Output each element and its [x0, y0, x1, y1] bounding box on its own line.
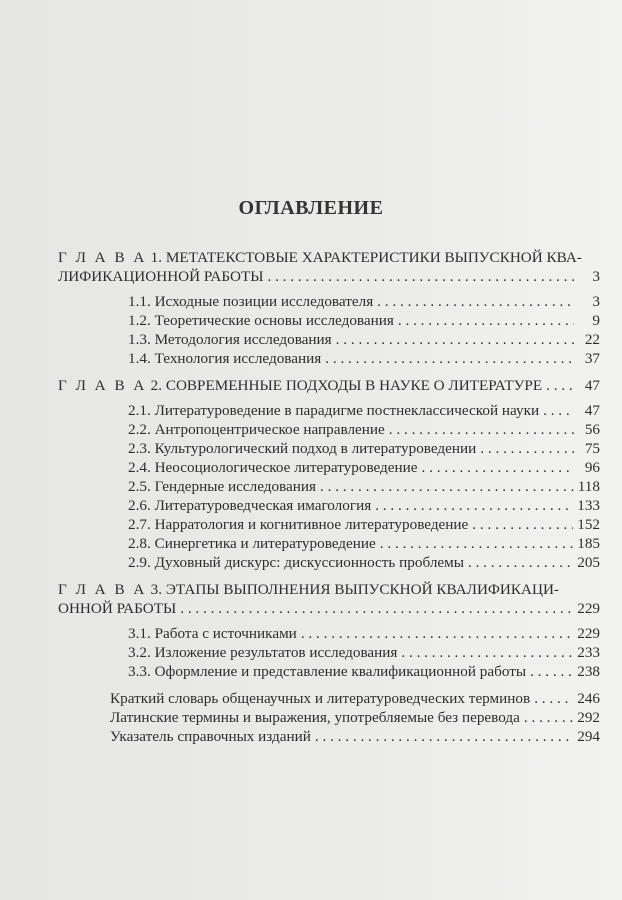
- chapter-title-line1: 1. МЕТАТЕКСТОВЫЕ ХАРАКТЕРИСТИКИ ВЫПУСКНОЙ КВА-: [146, 249, 582, 266]
- dot-leader: [468, 553, 573, 572]
- dot-leader: [301, 624, 573, 643]
- section-label: 2.5. Гендерные исследования: [128, 478, 317, 495]
- page-number: 292: [577, 709, 600, 726]
- appendix-label: Указатель справочных изданий: [110, 728, 311, 745]
- page-number: 37: [584, 350, 600, 367]
- chapter-prefix: Г Л А В А: [58, 249, 147, 266]
- toc-entry: [58, 515, 600, 534]
- toc-entry: [58, 401, 600, 420]
- chapter-title-line2: ОННОЙ РАБОТЫ: [58, 600, 177, 617]
- chapter-heading: [58, 248, 600, 267]
- page-number: 229: [577, 625, 600, 642]
- section-label: 2.1. Литературоведение в парадигме постнеклассической науки: [128, 402, 540, 419]
- dot-leader: [524, 708, 573, 727]
- page-number: 22: [584, 331, 600, 348]
- dot-leader: [325, 349, 574, 368]
- toc-entry: [58, 534, 600, 553]
- chapter-2: [58, 376, 600, 572]
- page-number: 294: [577, 728, 600, 745]
- dot-leader: [377, 292, 574, 311]
- dot-leader: [336, 330, 574, 349]
- toc-entry: [58, 420, 600, 439]
- page-number: 47: [584, 402, 600, 419]
- toc-entry: [58, 662, 600, 681]
- section-label: 1.1. Исходные позиции исследователя: [128, 293, 374, 310]
- toc-entry: [58, 267, 600, 286]
- section-label: 2.2. Антропоцентрическое направление: [128, 421, 385, 438]
- section-label: 2.7. Нарратология и когнитивное литературоведение: [128, 516, 469, 533]
- dot-leader: [389, 420, 574, 439]
- page-number: 152: [577, 516, 600, 533]
- dot-leader: [401, 643, 573, 662]
- toc-entry: [58, 496, 600, 515]
- toc-entry: [58, 458, 600, 477]
- section-label: 2.3. Культурологический подход в литературоведении: [128, 440, 477, 457]
- toc-entry: [58, 349, 600, 368]
- page-number: 47: [584, 377, 600, 394]
- chapter-title-line1: 3. ЭТАПЫ ВЫПОЛНЕНИЯ ВЫПУСКНОЙ КВАЛИФИКАЦИ-: [146, 581, 559, 598]
- toc-entry: [110, 727, 600, 746]
- page-number: 185: [577, 535, 600, 552]
- dot-leader: [422, 458, 574, 477]
- toc-entry: [110, 708, 600, 727]
- toc-entry: [58, 376, 600, 395]
- page-number: 238: [577, 663, 600, 680]
- chapter-heading: [58, 580, 600, 599]
- toc-entry: [58, 599, 600, 618]
- dot-leader: [543, 401, 574, 420]
- page-number: 75: [584, 440, 600, 457]
- chapter-1: [58, 248, 600, 368]
- section-label: 2.9. Духовный дискурс: дискуссионность проблемы: [128, 554, 464, 571]
- section-label: 2.8. Синергетика и литературоведение: [128, 535, 376, 552]
- page-number: 205: [577, 554, 600, 571]
- section-label: 1.4. Технология исследования: [128, 350, 322, 367]
- page-title: ОГЛАВЛЕНИЕ: [238, 197, 384, 219]
- page-number: 246: [577, 690, 600, 707]
- toc-entry: [58, 292, 600, 311]
- toc-entry: [58, 330, 600, 349]
- appendix-label: Латинские термины и выражения, употребляемые без перевода: [110, 709, 520, 726]
- toc-entry: [58, 643, 600, 662]
- dot-leader: [398, 311, 574, 330]
- page-number: 56: [584, 421, 600, 438]
- toc-entry: [58, 311, 600, 330]
- section-label: 2.4. Неосоциологическое литературоведение: [128, 459, 418, 476]
- table-of-contents: [58, 248, 600, 746]
- toc-entry: [58, 439, 600, 458]
- page-number: 96: [584, 459, 600, 476]
- dot-leader: [375, 496, 573, 515]
- appendix-label: Краткий словарь общенаучных и литературоведческих терминов: [110, 690, 531, 707]
- section-label: 3.1. Работа с источниками: [128, 625, 297, 642]
- dot-leader: [267, 267, 574, 286]
- page-number: 133: [577, 497, 600, 514]
- chapter-3: [58, 580, 600, 681]
- dot-leader: [546, 376, 574, 395]
- section-label: 2.6. Литературоведческая имагология: [128, 497, 372, 514]
- toc-entry: [58, 553, 600, 572]
- dot-leader: [180, 599, 573, 618]
- dot-leader: [315, 727, 573, 746]
- chapter-prefix: Г Л А В А: [58, 377, 147, 394]
- page-number: 3: [592, 293, 600, 310]
- toc-entry: [110, 689, 600, 708]
- section-label: 1.3. Методология исследования: [128, 331, 332, 348]
- appendices: [58, 689, 600, 746]
- page-number: 9: [592, 312, 600, 329]
- section-label: 1.2. Теоретические основы исследования: [128, 312, 394, 329]
- page-number: 3: [592, 268, 600, 285]
- page-number: 118: [577, 478, 600, 495]
- toc-entry: [58, 477, 600, 496]
- dot-leader: [530, 662, 573, 681]
- page-number: 229: [577, 600, 600, 617]
- dot-leader: [472, 515, 573, 534]
- dot-leader: [534, 689, 573, 708]
- section-label: 3.3. Оформление и представление квалификационной работы: [128, 663, 527, 680]
- chapter-prefix: Г Л А В А: [58, 581, 147, 598]
- chapter-title: 2. СОВРЕМЕННЫЕ ПОДХОДЫ В НАУКЕ О ЛИТЕРАТУРЕ: [146, 377, 543, 394]
- dot-leader: [380, 534, 573, 553]
- dot-leader: [480, 439, 574, 458]
- chapter-title-line2: ЛИФИКАЦИОННОЙ РАБОТЫ: [58, 268, 264, 285]
- toc-entry: [58, 624, 600, 643]
- page-number: 233: [577, 644, 600, 661]
- dot-leader: [320, 477, 574, 496]
- section-label: 3.2. Изложение результатов исследования: [128, 644, 398, 661]
